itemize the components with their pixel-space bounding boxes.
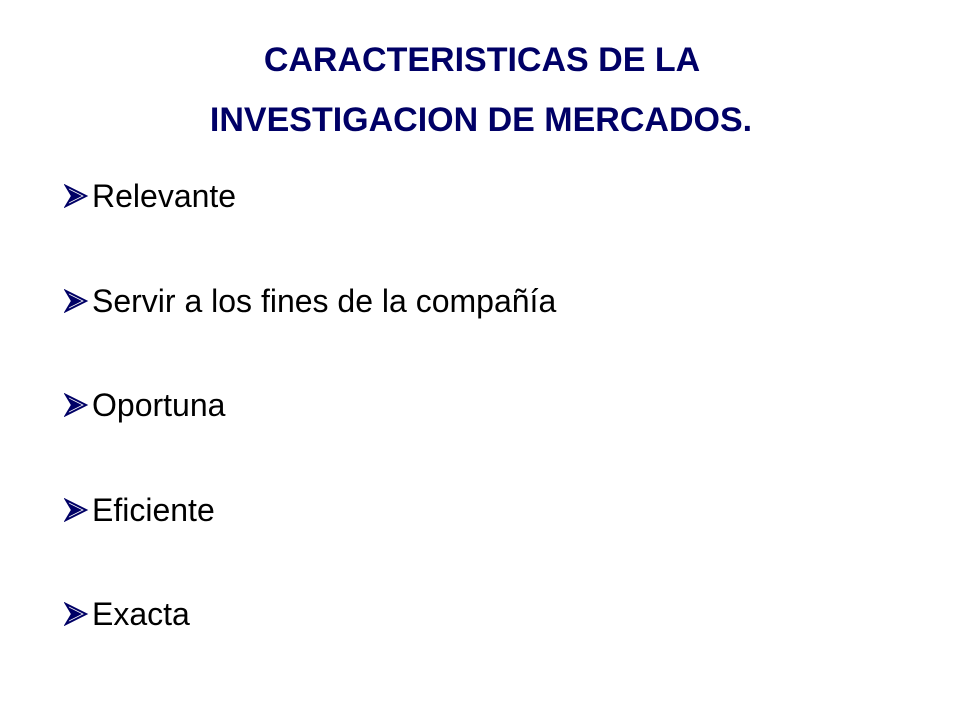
arrowhead-bullet-icon [64,289,89,313]
bullet-text: Servir a los fines de la compañía [92,282,557,319]
bullet-item [64,484,556,536]
arrowhead-bullet-icon [64,393,89,417]
bullet-item [64,275,556,327]
bullet-text: Eficiente [92,491,215,528]
bullet-item [64,379,556,431]
slide-title-line-2: INVESTIGACION DE MERCADOS. [209,101,753,139]
slide-title-line-1: CARACTERISTICAS DE LA [263,41,701,79]
bullet-text: Exacta [92,596,190,632]
arrowhead-bullet-icon [64,602,89,626]
slide-title [0,30,960,150]
arrowhead-bullet-icon [64,498,89,522]
bullet-list [64,170,556,693]
bullet-item [64,170,556,222]
arrowhead-bullet-icon [64,184,89,208]
bullet-text: Relevante [92,178,237,214]
bullet-text: Oportuna [92,387,226,423]
bullet-item [64,588,556,640]
